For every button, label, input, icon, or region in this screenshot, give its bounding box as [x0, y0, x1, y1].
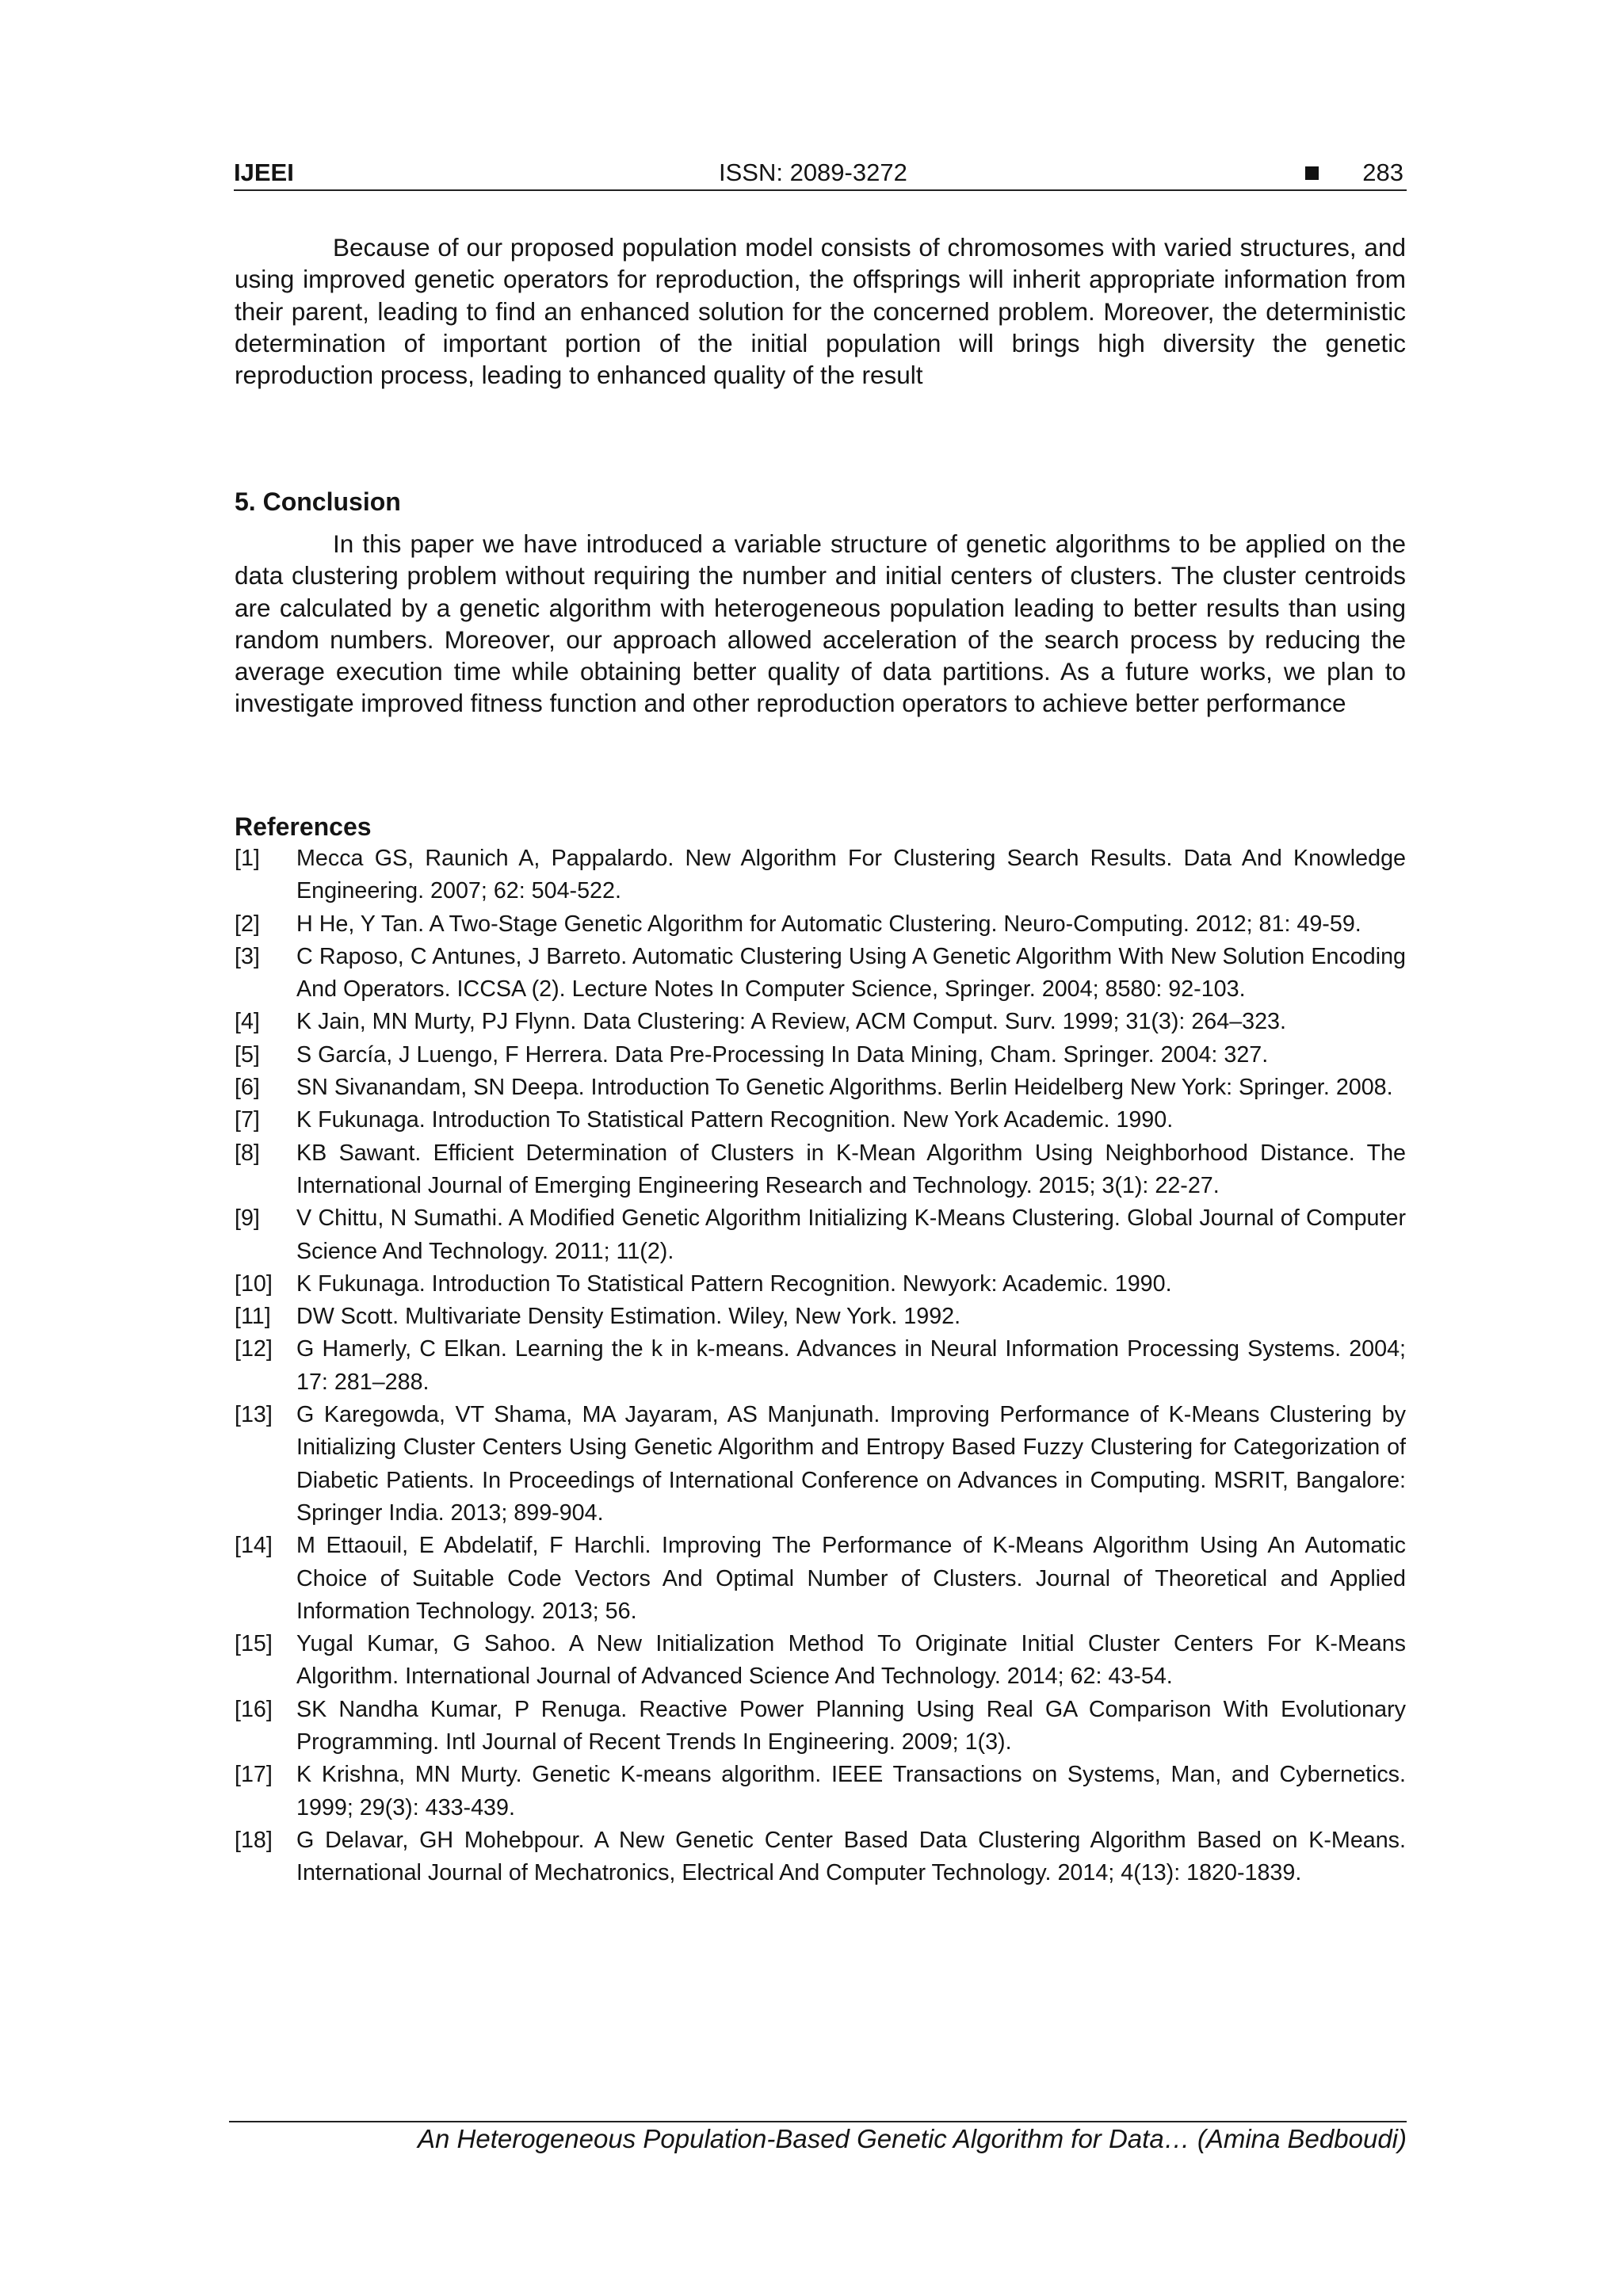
reference-text: DW Scott. Multivariate Density Estimation. Wiley, New York. 1992.: [296, 1304, 961, 1330]
reference-item: [235, 1104, 1406, 1137]
reference-number: [5]: [235, 1041, 260, 1068]
reference-number: [14]: [235, 1533, 273, 1559]
reference-text: KB Sawant. Efficient Determination of Clusters in K-Mean Algorithm Using Neighborhood Distance. The International Journal of Emerging Engineering Research and Technology. 2015; 3(1): 22-27.: [296, 1140, 1406, 1198]
reference-text: M Ettaouil, E Abdelatif, F Harchli. Improving The Performance of K-Means Algorithm Using An Automatic Choice of Suitable Code Vectors And Optimal Number of Clusters. Journal of Theoretical and Applied Information Technology. 2013; 56.: [296, 1533, 1406, 1624]
reference-number: [18]: [235, 1827, 273, 1853]
reference-number: [13]: [235, 1402, 273, 1428]
journal-name: IJEEI: [234, 159, 294, 186]
reference-text: G Hamerly, C Elkan. Learning the k in k-means. Advances in Neural Information Processing Systems. 2004; 17: 281–288.: [296, 1336, 1406, 1395]
reference-number: [17]: [235, 1762, 273, 1788]
reference-number: [12]: [235, 1336, 273, 1362]
reference-text: V Chittu, N Sumathi. A Modified Genetic Algorithm Initializing K-Means Clustering. Global Journal of Computer Science And Technology. 2011; 11(2).: [296, 1205, 1406, 1264]
reference-text: K Fukunaga. Introduction To Statistical Pattern Recognition. New York Academic. 1990.: [296, 1107, 1174, 1133]
reference-item: [235, 1530, 1406, 1628]
reference-text: SN Sivanandam, SN Deepa. Introduction To Genetic Algorithms. Berlin Heidelberg New York: Springer. 2008.: [296, 1075, 1393, 1101]
reference-text: K Fukunaga. Introduction To Statistical Pattern Recognition. Newyork: Academic. 1990.: [296, 1270, 1172, 1297]
footer-divider: [229, 2121, 1407, 2122]
reference-item: [235, 1202, 1406, 1268]
intro-paragraph-text: Because of our proposed population model consists of chromosomes with varied structures, and using improved genetic operators for reproduction, the offsprings will inherit appropriate information from their parent, leading to find an enhanced solution for the concerned problem. Moreover, the deterministic determination of important portion of the initial population will brings high diversity the genetic reproduction process, leading to enhanced quality of the result: [235, 233, 1406, 390]
reference-number: [15]: [235, 1631, 273, 1657]
header-divider: [234, 189, 1407, 191]
reference-text: S García, J Luengo, F Herrera. Data Pre-Processing In Data Mining, Cham. Springer. 2004: 327.: [296, 1041, 1269, 1068]
page-number: 283: [1362, 159, 1403, 186]
reference-item: [235, 1333, 1406, 1399]
reference-number: [11]: [235, 1304, 271, 1330]
issn: ISSN: 2089-3272: [719, 159, 907, 186]
reference-text: K Krishna, MN Murty. Genetic K-means algorithm. IEEE Transactions on Systems, Man, and Cybernetics. 1999; 29(3): 433-439.: [296, 1762, 1406, 1820]
reference-number: [16]: [235, 1696, 273, 1722]
reference-text: G Karegowda, VT Shama, MA Jayaram, AS Manjunath. Improving Performance of K-Means Clustering by Initializing Cluster Centers Using Genetic Algorithm and Entropy Based Fuzzy Clustering for Categorization of Diabetic Patients. In Proceedings of International Conference on Advances in Computing. MSRIT, Bangalore: Springer India. 2013; 899-904.: [296, 1402, 1406, 1526]
references-list: [235, 842, 1406, 1890]
running-header: [234, 154, 1407, 190]
reference-item: [235, 908, 1406, 941]
reference-item: [235, 1301, 1406, 1333]
reference-number: [7]: [235, 1107, 260, 1133]
reference-text: Yugal Kumar, G Sahoo. A New Initialization Method To Originate Initial Cluster Centers For K-Means Algorithm. International Journal of Advanced Science And Technology. 2014; 62: 43-54.: [296, 1631, 1406, 1690]
reference-number: [9]: [235, 1205, 260, 1232]
square-bullet-icon: [1305, 166, 1319, 180]
reference-number: [3]: [235, 943, 260, 969]
reference-item: [235, 1694, 1406, 1759]
reference-item: [235, 1072, 1406, 1104]
intro-paragraph: [235, 231, 1406, 391]
reference-item: [235, 1824, 1406, 1890]
reference-item: [235, 842, 1406, 908]
reference-text: C Raposo, C Antunes, J Barreto. Automatic Clustering Using A Genetic Algorithm With New Solution Encoding And Operators. ICCSA (2). Lecture Notes In Computer Science, Springer. 2004; 8580: 92-103.: [296, 943, 1406, 1003]
reference-text: H He, Y Tan. A Two-Stage Genetic Algorithm for Automatic Clustering. Neuro-Computing. 2012; 81: 49-59.: [296, 911, 1361, 937]
reference-item: [235, 1268, 1406, 1301]
running-footer: An Heterogeneous Population-Based Genetic Algorithm for Data… (Amina Bedboudi): [418, 2124, 1407, 2153]
conclusion-paragraph-text: In this paper we have introduced a variable structure of genetic algorithms to be applied on the data clustering problem without requiring the number and initial centers of clusters. The cluster centroids are calculated by a genetic algorithm with heterogeneous population leading to better results than using random numbers. Moreover, our approach allowed acceleration of the search process by reducing the average execution time while obtaining better quality of data partitions. As a future works, we plan to investigate improved fitness function and other reproduction operators to achieve better performance: [235, 529, 1406, 718]
reference-text: SK Nandha Kumar, P Renuga. Reactive Power Planning Using Real GA Comparison With Evolutionary Programming. Intl Journal of Recent Trends In Engineering. 2009; 1(3).: [296, 1696, 1406, 1755]
reference-item: [235, 1039, 1406, 1072]
references-heading: References: [235, 812, 372, 841]
reference-number: [1]: [235, 846, 260, 871]
reference-number: [2]: [235, 911, 260, 937]
reference-item: [235, 1628, 1406, 1694]
reference-text: K Jain, MN Murty, PJ Flynn. Data Clustering: A Review, ACM Comput. Surv. 1999; 31(3): 264–323.: [296, 1009, 1286, 1035]
reference-number: [4]: [235, 1009, 260, 1035]
conclusion-paragraph: [235, 528, 1406, 720]
reference-number: [10]: [235, 1270, 273, 1297]
reference-item: [235, 1137, 1406, 1203]
reference-text: Mecca GS, Raunich A, Pappalardo. New Algorithm For Clustering Search Results. Data And Knowledge Engineering. 2007; 62: 504-522.: [296, 846, 1406, 904]
reference-number: [6]: [235, 1075, 260, 1101]
reference-item: [235, 1006, 1406, 1038]
reference-number: [8]: [235, 1140, 260, 1166]
reference-item: [235, 941, 1406, 1007]
conclusion-heading: 5. Conclusion: [235, 487, 401, 516]
reference-item: [235, 1759, 1406, 1824]
reference-item: [235, 1399, 1406, 1530]
reference-text: G Delavar, GH Mohebpour. A New Genetic Center Based Data Clustering Algorithm Based on K-Means. International Journal of Mechatronics, Electrical And Computer Technology. 2014; 4(13): 1820-1839.: [296, 1827, 1406, 1886]
